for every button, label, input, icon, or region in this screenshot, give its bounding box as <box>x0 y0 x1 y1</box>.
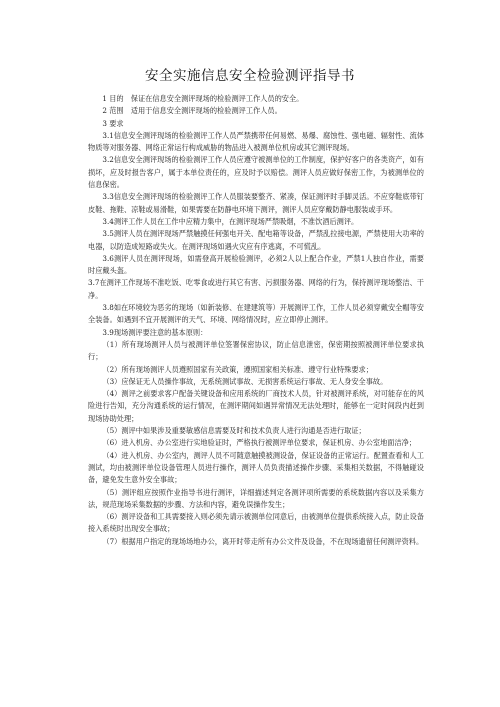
document-body <box>88 93 424 548</box>
paragraph: 3.8如在环境较为恶劣的现场（如新装修、在建建筑等）开展测评工作，工作人员必须穿戴安全帽等安全装备。如遇到不宜开展测评的天气、环境、网络情况时，应立即停止测评。 <box>88 303 424 325</box>
paragraph: （3）应保证无人员操作事故，无系统测试事故、无损害系统运行事故、无人身安全事故。 <box>102 376 388 386</box>
paragraph: 3 要求 <box>102 118 124 128</box>
paragraph: 2 范围 适用于信息安全测评现场的检验测评工作人员。 <box>102 106 282 116</box>
paragraph: （6）测评设备和工具需要接入则必须先请示被测单位同意后，由被测单位提供系统接入点，防止设备接入系统时出现安全事故； <box>88 512 424 534</box>
paragraph: （5）测评中如果涉及重要敏感信息需要及时和技术负责人进行沟通是否进行取证； <box>102 426 366 436</box>
paragraph: 3.3信息安全测评现场的检验测评工作人员服装要整齐、紧凑，保证测评时手脚灵活。不应穿鞋底带钉皮鞋、拖鞋、凉鞋或易滑鞋，如果需要在防静电环境下测评，测评人员应穿戴防静电服装或手环。 <box>88 192 424 214</box>
page-title: 安全实施信息安全检验测评指导书 <box>145 68 355 84</box>
paragraph: （1）所有现场测评人员与被测评单位签署保密协议，防止信息泄密，保密期按照被测评单位要求执行； <box>88 339 424 362</box>
paragraph: 3.6测评人员在测评现场，如需登高开展检验测评，必须2人以上配合作业，严禁1人独自作业，需要时应戴头盔。 <box>88 253 424 276</box>
paragraph: 1 目的 保证在信息安全测评现场的检验测评工作人员的安全。 <box>102 94 304 103</box>
paragraph: 3.1信息安全测评现场的检验测评工作人员严禁携带任何易燃、易爆、腐蚀性、强电磁、辐射性、流体物质等对服务器、网络正常运行构成威胁的物品进入被测单位机房或其它测评现场。 <box>88 130 424 153</box>
paragraph: 3.4测评工作人员在工作中应精力集中，在测评现场严禁吸烟，不准饮酒后测评。 <box>102 216 359 226</box>
paragraph: 3.5测评人员在测评现场严禁触摸任何强电开关、配电箱等设备，严禁乱拉接电源，严禁使用大功率的电器，以防造成短路或失火。在测评现场如遇火灾应有序逃离，不可慌乱。 <box>88 229 424 251</box>
paragraph: 3.7在测评工作现场不准吃饭、吃零食或进行其它有害、污损服务器、网络的行为，保持测评现场整洁、干净。 <box>88 278 424 300</box>
paragraph: 3.2信息安全测评现场的检验测评工作人员应遵守被测单位的工作制度，保护好客户的各类资产，如有损坏，应及时报告客户，属于本单位责任的，应及时予以赔偿。测评人员应做好保密工作，为被测单位的信息保密。 <box>88 155 424 190</box>
paragraph: （2）所有现场测评人员遵照国家有关政策，遵照国家相关标准、遵守行业特殊要求； <box>102 364 373 374</box>
paragraph: 3.9现场测评要注意的基本原则： <box>102 327 208 337</box>
paragraph: （4）进入机房、办公室内，测评人员不可随意触摸被测设备，保证设备的正常运行。配置查看和人工测试，均由被测评单位设备管理人员进行操作，测评人员负责描述操作步骤、采集相关数据，不得触碰设备，避免发生意外安全事故； <box>88 450 424 485</box>
paragraph: （5）测评组应按照作业指导书进行测评，详细描述判定各测评项所需要的系统数据内容以及采集方法，规范现场采集数据的步骤、方法和内容，避免误操作发生； <box>88 487 424 509</box>
paragraph: （4）测评之前要求客户配备关键设备和应用系统的厂商技术人员，针对被测评系统，对可能存在的风险进行告知，充分沟通系统的运行情况，在测评期间如遇异常情况无法处理时，能够在一定时间段内赶到现场协助处理； <box>88 389 424 423</box>
paragraph: （6）进入机房、办公室进行实地验证时，严格执行被测评单位要求，保证机房、办公室地面洁净； <box>102 438 417 448</box>
paragraph: （7）根据用户指定的现场场地办公，离开时带走所有办公文件及设备，不在现场遗留任何测评资料。 <box>102 536 424 546</box>
